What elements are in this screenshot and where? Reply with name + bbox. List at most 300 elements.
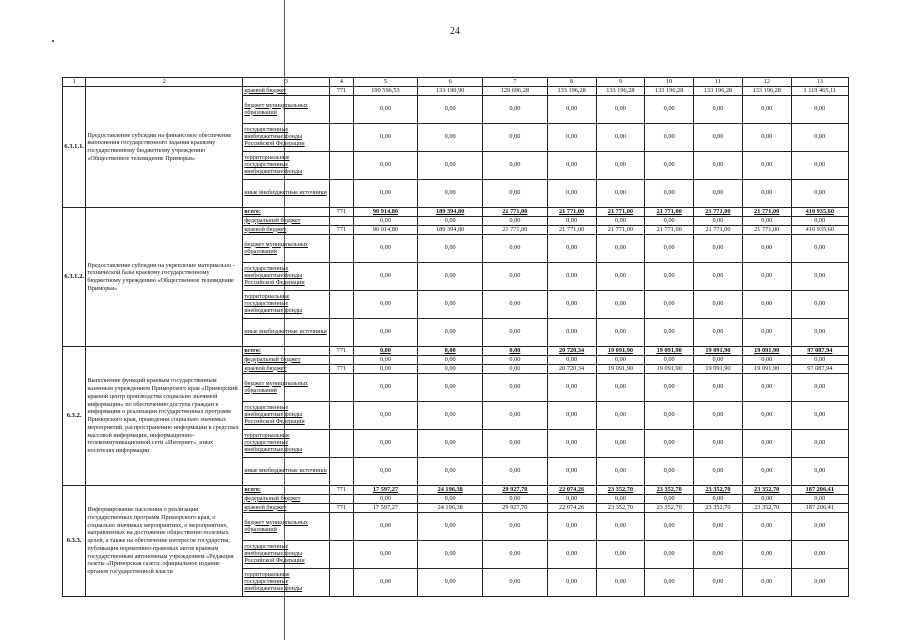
budget-code	[330, 180, 353, 208]
amount-cell: 29 927,70	[483, 486, 548, 495]
amount-cell: 0,00	[353, 513, 418, 541]
amount-cell: 0,00	[547, 430, 596, 458]
amount-cell: 0,00	[418, 124, 483, 152]
amount-cell: 0,00	[547, 374, 596, 402]
amount-cell: 0,00	[645, 291, 694, 319]
amount-cell: 0,00	[418, 235, 483, 263]
item-name: Выполнение функций краевым государственным казенным учреждением Приморского края «Приморский краевой центр производства социально значимой информации» по обеспечению доступа граждан к информации о реализации государственных программ Приморского края, проведении социально значимых мероприятий, распространению информации в средствах массовой информации, информационно-телекоммуникационной сети «Интернет», иных носителях информации	[86, 347, 243, 486]
budget-code: 771	[330, 347, 353, 356]
amount-cell: 23 352,70	[645, 486, 694, 495]
amount-cell: 0,00	[353, 347, 418, 356]
amount-cell: 0,00	[742, 569, 791, 597]
amount-cell: 0,00	[645, 374, 694, 402]
amount-cell: 21 771,00	[694, 208, 743, 217]
budget-code	[330, 495, 353, 504]
amount-cell: 0,00	[353, 124, 418, 152]
amount-cell: 0,00	[418, 96, 483, 124]
header-cell: 11	[694, 78, 743, 87]
amount-cell: 133 196,28	[694, 87, 743, 96]
funding-source: государственные внебюджетные фонды Российской Федерации	[243, 402, 330, 430]
amount-cell: 0,00	[596, 235, 645, 263]
header-cell: 8	[547, 78, 596, 87]
amount-cell: 0,00	[547, 217, 596, 226]
header-cell: 7	[483, 78, 548, 87]
funding-source: государственные внебюджетные фонды Российской Федерации	[243, 263, 330, 291]
amount-cell: 0,00	[645, 356, 694, 365]
amount-cell: 0,00	[694, 513, 743, 541]
amount-cell: 0,00	[742, 513, 791, 541]
amount-cell: 23 352,70	[694, 504, 743, 513]
budget-code: 771	[330, 208, 353, 217]
funding-source: всего:	[243, 347, 330, 356]
table-body	[63, 87, 849, 597]
amount-cell: 0,00	[791, 96, 848, 124]
amount-cell: 0,00	[645, 430, 694, 458]
amount-cell: 0,00	[547, 513, 596, 541]
budget-code	[330, 541, 353, 569]
amount-cell: 0,00	[483, 217, 548, 226]
amount-cell: 0,00	[483, 263, 548, 291]
budget-code: 771	[330, 226, 353, 235]
amount-cell: 0,00	[483, 541, 548, 569]
budget-code	[330, 374, 353, 402]
header-row	[63, 78, 849, 87]
amount-cell: 19 091,90	[596, 347, 645, 356]
amount-cell: 17 597,27	[353, 486, 418, 495]
funding-source: федеральный бюджет	[243, 495, 330, 504]
amount-cell: 20 720,34	[547, 365, 596, 374]
amount-cell: 19 091,90	[694, 365, 743, 374]
amount-cell: 0,00	[483, 495, 548, 504]
amount-cell: 21 771,00	[596, 226, 645, 235]
amount-cell: 0,00	[483, 180, 548, 208]
amount-cell: 0,00	[483, 402, 548, 430]
amount-cell: 0,00	[742, 96, 791, 124]
amount-cell: 0,00	[418, 291, 483, 319]
amount-cell: 0,00	[418, 374, 483, 402]
amount-cell: 0,00	[742, 235, 791, 263]
amount-cell: 97 087,94	[791, 347, 848, 356]
amount-cell: 0,00	[353, 541, 418, 569]
funding-source: всего:	[243, 486, 330, 495]
amount-cell: 0,00	[483, 356, 548, 365]
amount-cell: 0,00	[353, 365, 418, 374]
funding-source: бюджет муниципальных образований	[243, 513, 330, 541]
amount-cell: 24 196,38	[418, 504, 483, 513]
budget-code	[330, 235, 353, 263]
amount-cell: 23 352,70	[694, 486, 743, 495]
funding-source: территориальные государственные внебюджетные фонды	[243, 430, 330, 458]
amount-cell: 0,00	[353, 291, 418, 319]
amount-cell: 21 771,00	[483, 208, 548, 217]
amount-cell: 0,00	[483, 513, 548, 541]
amount-cell: 0,00	[742, 180, 791, 208]
amount-cell: 0,00	[742, 319, 791, 347]
funding-source: территориальные государственные внебюджетные фонды	[243, 291, 330, 319]
funding-source: территориальные государственные внебюджетные фонды	[243, 152, 330, 180]
amount-cell: 0,00	[645, 402, 694, 430]
budget-code: 771	[330, 486, 353, 495]
budget-code	[330, 217, 353, 226]
amount-cell: 0,00	[742, 402, 791, 430]
budget-code	[330, 458, 353, 486]
amount-cell: 0,00	[742, 152, 791, 180]
amount-cell: 0,00	[596, 291, 645, 319]
amount-cell: 23 352,70	[742, 504, 791, 513]
amount-cell: 0,00	[791, 569, 848, 597]
amount-cell: 21 771,00	[645, 226, 694, 235]
budget-code	[330, 319, 353, 347]
amount-cell: 0,00	[483, 152, 548, 180]
funding-source: иные внебюджетные источники	[243, 319, 330, 347]
header-cell: 6	[418, 78, 483, 87]
amount-cell: 0,00	[596, 96, 645, 124]
amount-cell: 0,00	[791, 495, 848, 504]
amount-cell: 0,00	[596, 458, 645, 486]
funding-source: краевой бюджет	[243, 504, 330, 513]
amount-cell: 0,00	[791, 430, 848, 458]
amount-cell: 0,00	[418, 180, 483, 208]
amount-cell: 0,00	[418, 263, 483, 291]
amount-cell: 133 196,28	[596, 87, 645, 96]
budget-code	[330, 96, 353, 124]
amount-cell: 0,00	[645, 458, 694, 486]
amount-cell: 0,00	[596, 152, 645, 180]
funding-source: всего:	[243, 208, 330, 217]
scan-artifact-dot	[52, 40, 54, 42]
amount-cell: 0,00	[353, 217, 418, 226]
table-row	[63, 347, 849, 356]
amount-cell: 0,00	[694, 430, 743, 458]
item-name: Предоставление субсидии на укрепление материально - технической базы краевому государственному бюджетному учреждению «Общественное телевидение Приморья»	[86, 208, 243, 347]
item-name: Информирование населения о реализации государственных программ Приморского края, о социально значимых мероприятиях, о мероприятиях, направленных на достижение общественно полезных целей, а также на обеспечение интересов государства, публикация нормативно-правовых актов краевым государственным автономным учреждением «Редакция газеты «Приморская газета: официальное издание органов государственной власти	[86, 486, 243, 597]
amount-cell: 0,00	[742, 291, 791, 319]
amount-cell: 0,00	[547, 124, 596, 152]
header-cell: 10	[645, 78, 694, 87]
amount-cell: 0,00	[742, 263, 791, 291]
amount-cell: 0,00	[791, 263, 848, 291]
amount-cell: 21 771,00	[694, 226, 743, 235]
amount-cell: 0,00	[742, 356, 791, 365]
amount-cell: 0,00	[418, 347, 483, 356]
amount-cell: 0,00	[791, 235, 848, 263]
amount-cell: 0,00	[353, 263, 418, 291]
amount-cell: 0,00	[645, 235, 694, 263]
funding-source: иные внебюджетные источники	[243, 458, 330, 486]
amount-cell: 0,00	[353, 356, 418, 365]
amount-cell: 0,00	[645, 495, 694, 504]
amount-cell: 0,00	[353, 430, 418, 458]
amount-cell: 0,00	[483, 124, 548, 152]
header-cell: 9	[596, 78, 645, 87]
header-cell: 3	[243, 78, 330, 87]
amount-cell: 0,00	[483, 347, 548, 356]
amount-cell: 0,00	[742, 458, 791, 486]
funding-source: территориальные государственные внебюджетные фонды	[243, 569, 330, 597]
amount-cell: 0,00	[547, 235, 596, 263]
budget-code: 771	[330, 87, 353, 96]
amount-cell: 187 206,41	[791, 504, 848, 513]
amount-cell: 1 119 465,11	[791, 87, 848, 96]
amount-cell: 22 074,26	[547, 486, 596, 495]
budget-code	[330, 152, 353, 180]
amount-cell: 0,00	[645, 263, 694, 291]
amount-cell: 0,00	[418, 217, 483, 226]
amount-cell: 0,00	[418, 319, 483, 347]
amount-cell: 0,00	[596, 402, 645, 430]
amount-cell: 0,00	[596, 569, 645, 597]
amount-cell: 0,00	[483, 96, 548, 124]
amount-cell: 0,00	[353, 235, 418, 263]
amount-cell: 129 696,28	[483, 87, 548, 96]
amount-cell: 0,00	[645, 541, 694, 569]
header-cell: 1	[63, 78, 86, 87]
amount-cell: 97 087,94	[791, 365, 848, 374]
budget-code	[330, 569, 353, 597]
amount-cell: 0,00	[694, 495, 743, 504]
amount-cell: 0,00	[694, 263, 743, 291]
amount-cell: 0,00	[645, 217, 694, 226]
amount-cell: 19 091,90	[694, 347, 743, 356]
amount-cell: 0,00	[791, 374, 848, 402]
amount-cell: 19 091,90	[645, 347, 694, 356]
funding-source: краевой бюджет	[243, 87, 330, 96]
amount-cell: 0,00	[353, 152, 418, 180]
amount-cell: 90 914,80	[353, 226, 418, 235]
amount-cell: 0,00	[742, 430, 791, 458]
amount-cell: 21 771,00	[547, 208, 596, 217]
amount-cell: 23 352,70	[645, 504, 694, 513]
amount-cell: 0,00	[694, 291, 743, 319]
amount-cell: 0,00	[353, 402, 418, 430]
amount-cell: 0,00	[418, 513, 483, 541]
amount-cell: 0,00	[596, 217, 645, 226]
amount-cell: 24 196,38	[418, 486, 483, 495]
amount-cell: 0,00	[483, 291, 548, 319]
amount-cell: 0,00	[547, 180, 596, 208]
amount-cell: 0,00	[694, 124, 743, 152]
amount-cell: 22 074,26	[547, 504, 596, 513]
amount-cell: 0,00	[547, 402, 596, 430]
amount-cell: 0,00	[547, 319, 596, 347]
amount-cell: 0,00	[596, 495, 645, 504]
amount-cell: 0,00	[694, 319, 743, 347]
amount-cell: 0,00	[547, 356, 596, 365]
amount-cell: 29 927,70	[483, 504, 548, 513]
amount-cell: 0,00	[353, 319, 418, 347]
item-code: 6.3.1.1.	[63, 87, 86, 208]
amount-cell: 0,00	[791, 541, 848, 569]
amount-cell: 0,00	[596, 319, 645, 347]
amount-cell: 19 091,90	[742, 365, 791, 374]
amount-cell: 0,00	[791, 152, 848, 180]
amount-cell: 0,00	[694, 374, 743, 402]
amount-cell: 0,00	[483, 569, 548, 597]
amount-cell: 0,00	[791, 124, 848, 152]
amount-cell: 189 394,80	[418, 208, 483, 217]
amount-cell: 0,00	[791, 513, 848, 541]
amount-cell: 0,00	[742, 541, 791, 569]
amount-cell: 0,00	[483, 319, 548, 347]
amount-cell: 190 596,53	[353, 87, 418, 96]
amount-cell: 0,00	[418, 152, 483, 180]
amount-cell: 133 196,28	[547, 87, 596, 96]
amount-cell: 0,00	[353, 96, 418, 124]
funding-source: бюджет муниципальных образований	[243, 374, 330, 402]
amount-cell: 21 771,00	[596, 208, 645, 217]
amount-cell: 0,00	[645, 152, 694, 180]
amount-cell: 0,00	[547, 569, 596, 597]
amount-cell: 0,00	[791, 458, 848, 486]
budget-code	[330, 513, 353, 541]
amount-cell: 0,00	[596, 513, 645, 541]
amount-cell: 0,00	[353, 569, 418, 597]
amount-cell: 0,00	[547, 152, 596, 180]
amount-cell: 0,00	[353, 374, 418, 402]
header-cell: 5	[353, 78, 418, 87]
budget-code	[330, 430, 353, 458]
amount-cell: 0,00	[353, 495, 418, 504]
amount-cell: 21 771,00	[742, 208, 791, 217]
item-code: 6.3.3.	[63, 486, 86, 597]
amount-cell: 410 935,60	[791, 226, 848, 235]
amount-cell: 0,00	[694, 180, 743, 208]
header-cell: 2	[86, 78, 243, 87]
budget-code	[330, 124, 353, 152]
amount-cell: 90 914,80	[353, 208, 418, 217]
amount-cell: 0,00	[694, 569, 743, 597]
amount-cell: 0,00	[353, 180, 418, 208]
funding-source: бюджет муниципальных образований	[243, 235, 330, 263]
amount-cell: 0,00	[694, 541, 743, 569]
amount-cell: 0,00	[418, 365, 483, 374]
item-name: Предоставление субсидии на финансовое обеспечение выполнения государственного задания краевому государственному бюджетному учреждению «Общественное телевидение Приморья»	[86, 87, 243, 208]
table-row	[63, 486, 849, 495]
amount-cell: 0,00	[547, 291, 596, 319]
amount-cell: 0,00	[645, 180, 694, 208]
header-cell: 12	[742, 78, 791, 87]
amount-cell: 0,00	[791, 356, 848, 365]
funding-source: бюджет муниципальных образований	[243, 96, 330, 124]
amount-cell: 0,00	[645, 96, 694, 124]
budget-code	[330, 402, 353, 430]
funding-source: государственные внебюджетные фонды Российской Федерации	[243, 124, 330, 152]
table-row	[63, 208, 849, 217]
amount-cell: 0,00	[483, 430, 548, 458]
amount-cell: 0,00	[742, 374, 791, 402]
amount-cell: 0,00	[418, 541, 483, 569]
amount-cell: 0,00	[418, 430, 483, 458]
amount-cell: 0,00	[547, 96, 596, 124]
header-cell: 4	[330, 78, 353, 87]
page-number: 24	[450, 26, 460, 37]
amount-cell: 0,00	[547, 495, 596, 504]
amount-cell: 23 352,70	[742, 486, 791, 495]
budget-code: 771	[330, 504, 353, 513]
amount-cell: 23 352,70	[596, 486, 645, 495]
amount-cell: 19 091,90	[596, 365, 645, 374]
amount-cell: 0,00	[483, 374, 548, 402]
amount-cell: 21 771,00	[547, 226, 596, 235]
amount-cell: 0,00	[742, 495, 791, 504]
amount-cell: 19 091,90	[742, 347, 791, 356]
amount-cell: 0,00	[694, 402, 743, 430]
amount-cell: 0,00	[791, 180, 848, 208]
table-row	[63, 87, 849, 96]
amount-cell: 0,00	[791, 291, 848, 319]
amount-cell: 0,00	[694, 217, 743, 226]
amount-cell: 133 190,90	[418, 87, 483, 96]
funding-source: федеральный бюджет	[243, 217, 330, 226]
funding-source: государственные внебюджетные фонды Российской Федерации	[243, 541, 330, 569]
amount-cell: 0,00	[418, 495, 483, 504]
budget-table	[62, 77, 849, 597]
budget-code: 771	[330, 365, 353, 374]
budget-code	[330, 263, 353, 291]
funding-source: краевой бюджет	[243, 226, 330, 235]
amount-cell: 0,00	[353, 458, 418, 486]
amount-cell: 21 771,00	[742, 226, 791, 235]
funding-source: краевой бюджет	[243, 365, 330, 374]
amount-cell: 0,00	[483, 458, 548, 486]
amount-cell: 133 196,28	[645, 87, 694, 96]
amount-cell: 17 597,27	[353, 504, 418, 513]
amount-cell: 0,00	[694, 458, 743, 486]
funding-source: федеральный бюджет	[243, 356, 330, 365]
amount-cell: 0,00	[418, 402, 483, 430]
amount-cell: 0,00	[694, 96, 743, 124]
amount-cell: 0,00	[596, 374, 645, 402]
amount-cell: 0,00	[547, 263, 596, 291]
amount-cell: 0,00	[694, 356, 743, 365]
amount-cell: 0,00	[742, 124, 791, 152]
funding-source: иные внебюджетные источники	[243, 180, 330, 208]
budget-code	[330, 356, 353, 365]
amount-cell: 0,00	[791, 217, 848, 226]
amount-cell: 0,00	[547, 458, 596, 486]
item-code: 6.3.1.2.	[63, 208, 86, 347]
amount-cell: 0,00	[791, 402, 848, 430]
amount-cell: 0,00	[645, 319, 694, 347]
amount-cell: 0,00	[694, 152, 743, 180]
amount-cell: 0,00	[596, 356, 645, 365]
amount-cell: 23 352,70	[596, 504, 645, 513]
amount-cell: 133 196,28	[742, 87, 791, 96]
amount-cell: 0,00	[645, 569, 694, 597]
amount-cell: 20 720,34	[547, 347, 596, 356]
amount-cell: 0,00	[742, 217, 791, 226]
amount-cell: 0,00	[418, 458, 483, 486]
budget-code	[330, 291, 353, 319]
amount-cell: 0,00	[596, 124, 645, 152]
amount-cell: 0,00	[596, 541, 645, 569]
amount-cell: 21 771,00	[645, 208, 694, 217]
amount-cell: 19 091,90	[645, 365, 694, 374]
amount-cell: 0,00	[596, 263, 645, 291]
amount-cell: 410 935,60	[791, 208, 848, 217]
amount-cell: 0,00	[596, 180, 645, 208]
amount-cell: 0,00	[547, 541, 596, 569]
amount-cell: 0,00	[596, 430, 645, 458]
amount-cell: 21 771,00	[483, 226, 548, 235]
amount-cell: 0,00	[483, 235, 548, 263]
amount-cell: 187 206,41	[791, 486, 848, 495]
amount-cell: 0,00	[645, 124, 694, 152]
amount-cell: 189 394,80	[418, 226, 483, 235]
amount-cell: 0,00	[483, 365, 548, 374]
header-cell: 13	[791, 78, 848, 87]
amount-cell: 0,00	[418, 356, 483, 365]
